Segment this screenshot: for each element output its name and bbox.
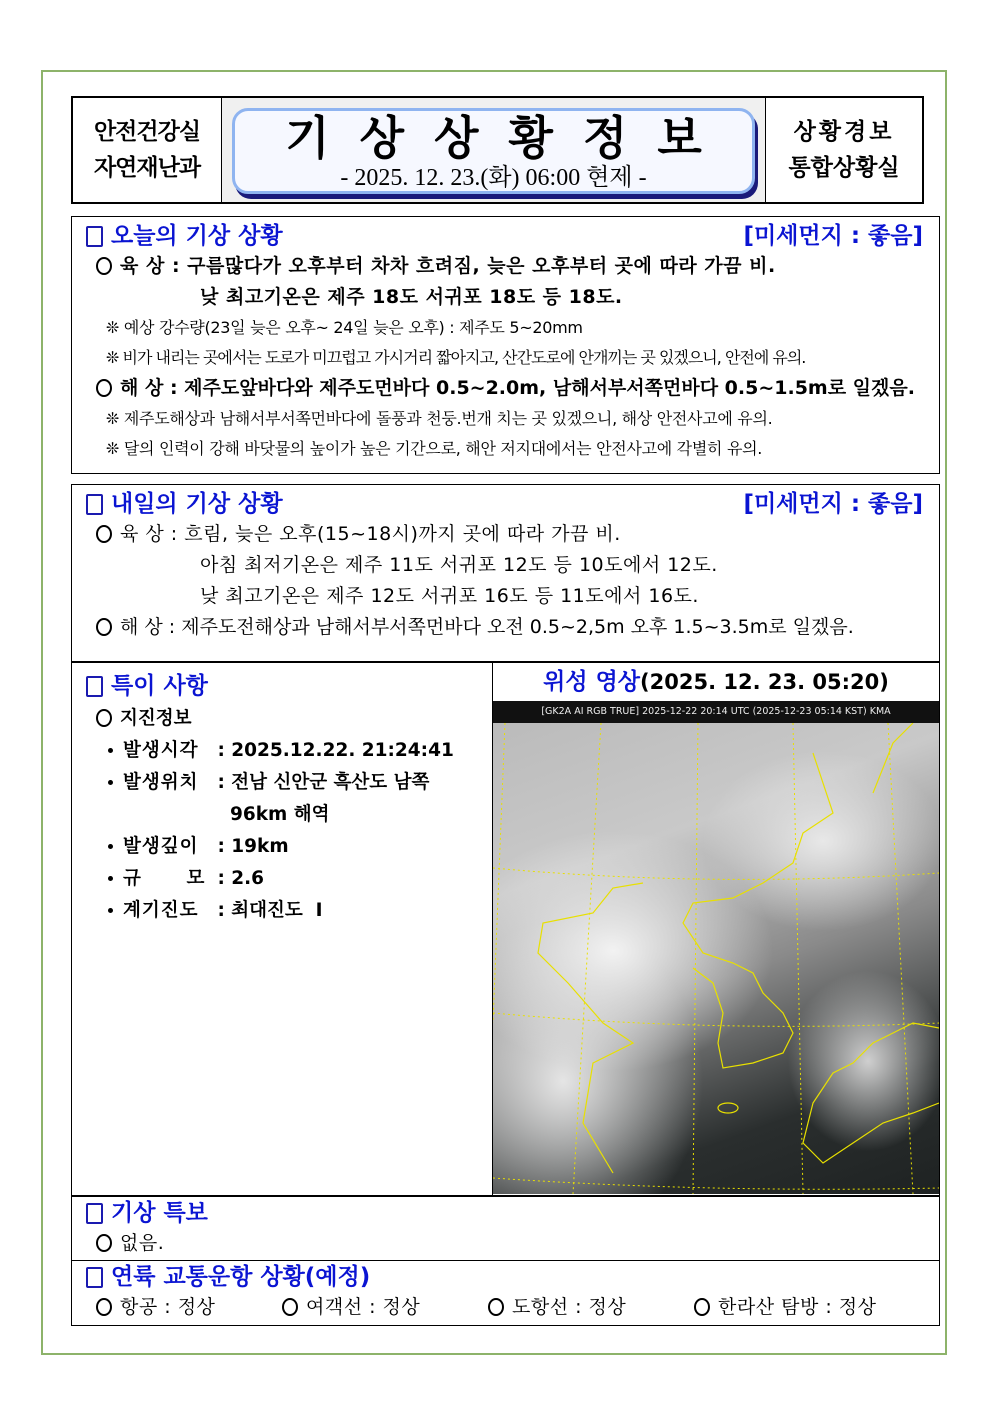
bullet-icon [108,748,113,753]
earthquake-magnitude: 규 모 : 2.6 [72,863,492,895]
department-line-1: 안전건강실 [93,119,201,145]
special-heading [72,671,492,701]
transport-heading [72,1262,939,1292]
earthquake-title: 지진정보 [120,708,192,729]
earthquake-heading [72,703,492,735]
item-label: 규 모 [123,868,206,889]
special-notes [72,663,493,1195]
fine-dust-status: [미세먼지 : 좋음] [743,491,923,517]
transport-item [258,1292,464,1323]
today-note: ❊ 제주도해상과 남해서부서쪽먼바다에 돌풍과 천둥.번개 치는 곳 있겠으니, 해상 안전사고에 유의. [106,409,773,428]
checkbox-icon [86,494,103,515]
today-title: 오늘의 기상 상황 [111,223,283,249]
satellite-image [493,701,939,1194]
transport-status-row [72,1292,939,1323]
office-line-1: 상황경보 [793,119,895,145]
warning-heading [72,1198,939,1228]
earthquake-depth: 발생깊이 : 19km [72,831,492,863]
today-land-text: 구름많다가 오후부터 차차 흐려짐, 늦은 오후부터 곳에 따라 가끔 비. [187,255,776,277]
tomorrow-title: 내일의 기상 상황 [111,491,283,517]
item-value: 2025.12.22. 21:24:41 [231,740,454,761]
hallasan-status: 한라산 탐방 : 정상 [718,1296,877,1318]
circle-bullet-icon [96,709,112,727]
item-label: 발생깊이 [123,836,199,857]
warning-section [71,1196,940,1261]
today-note: ❊ 비가 내리는 곳에서는 도로가 미끄럽고 가시거리 짧아지고, 산간도로에 안개끼는 곳 있겠으니, 안전에 유의. [106,348,806,367]
department-label [73,98,222,202]
land-label: 육 상 : [120,255,181,277]
checkbox-icon [86,1267,103,1288]
bullet-icon [108,908,113,913]
today-land-line [72,251,939,282]
circle-bullet-icon [96,379,112,397]
checkbox-icon [86,1203,103,1224]
ferry-status: 여객선 : 정상 [306,1296,421,1318]
today-sea-line [72,373,939,404]
earthquake-time: 발생시각 : 2025.12.22. 21:24:41 [72,735,492,767]
transport-title: 연륙 교통운항 상황(예정) [111,1264,371,1290]
circle-bullet-icon [96,1234,112,1252]
satellite-panel [493,663,939,1195]
transport-item [464,1292,670,1323]
today-sea-text: 제주도앞바다와 제주도먼바다 0.5~2.0m, 남해서부서쪽먼바다 0.5~1.5m로 일겠음. [184,377,915,399]
document-header [71,96,924,204]
warning-line [72,1228,939,1259]
earthquake-location: 발생위치 : 전남 신안군 흑산도 남쪽 [72,767,492,799]
item-value: 최대진도 Ⅰ [231,900,323,921]
item-label: 계기진도 [123,900,199,921]
sea-label: 해 상 : [120,616,176,638]
item-value: 19km [231,836,289,857]
circle-bullet-icon [282,1298,298,1316]
tomorrow-max-temp: 낮 최고기온은 제주 12도 서귀포 16도 등 11도에서 16도. [200,585,699,607]
title-box [232,108,755,194]
today-section [71,216,940,474]
tomorrow-heading [72,489,939,519]
today-note: ❊ 예상 강수량(23일 늦은 오후~ 24일 늦은 오후) : 제주도 5~20mm [106,318,583,337]
circle-bullet-icon [694,1298,710,1316]
today-note: ❊ 달의 인력이 강해 바닷물의 높이가 높은 기간으로, 해안 저지대에서는 안전사고에 각별히 유의. [106,439,763,458]
satellite-time: (2025. 12. 23. 05:20) [640,670,889,694]
satellite-heading [493,663,939,701]
item-label: 발생위치 [123,772,199,793]
tomorrow-section [71,484,940,662]
bullet-icon [108,876,113,881]
circle-bullet-icon [96,1298,112,1316]
circle-bullet-icon [96,257,112,275]
department-line-2: 자연재난과 [93,155,201,181]
checkbox-icon [86,676,103,697]
tomorrow-land-text: 흐림, 늦은 오후(15~18시)까지 곳에 따라 가끔 비. [184,523,621,545]
fine-dust-status: [미세먼지 : 좋음] [743,223,923,249]
office-label [765,98,922,202]
title-area [222,98,765,202]
island-boat-status: 도항선 : 정상 [512,1296,627,1318]
special-title: 특이 사항 [111,673,208,699]
tomorrow-land-line [72,519,939,550]
tomorrow-sea-text: 제주도전해상과 남해서부서쪽먼바다 오전 0.5~2,5m 오후 1.5~3.5m로 일겠음. [181,616,854,638]
earthquake-location-cont: 96km 해역 [230,804,330,825]
checkbox-icon [86,226,103,247]
transport-item [670,1292,877,1323]
warning-value: 없음. [120,1232,165,1254]
today-heading [72,221,939,251]
flight-status: 항공 : 정상 [120,1296,216,1318]
today-land-temp: 낮 최고기온은 제주 18도 서귀포 18도 등 18도. [200,286,623,308]
land-label: 육 상 : [120,523,178,545]
warning-title: 기상 특보 [111,1200,208,1226]
transport-section [71,1260,940,1326]
special-section [71,662,940,1196]
earthquake-intensity: 계기진도 : 최대진도 Ⅰ [72,895,492,927]
satellite-caption: [GK2A AI RGB TRUE] 2025-12-22 20:14 UTC (2025-12-23 05:14 KST) KMA [493,701,939,723]
item-value: 전남 신안군 흑산도 남쪽 [231,772,430,793]
map-overlay [493,723,939,1194]
office-line-2: 통합상황실 [788,155,900,181]
satellite-title: 위성 영상 [543,669,641,695]
circle-bullet-icon [96,525,112,543]
circle-bullet-icon [488,1298,504,1316]
bullet-icon [108,844,113,849]
tomorrow-min-temp: 아침 최저기온은 제주 11도 서귀포 12도 등 10도에서 12도. [200,554,718,576]
bullet-icon [108,780,113,785]
transport-item [72,1292,258,1323]
item-label: 발생시각 [123,740,199,761]
circle-bullet-icon [96,618,112,636]
tomorrow-sea-line [72,612,939,643]
item-value: 2.6 [231,868,265,889]
document-date: - 2025. 12. 23.(화) 06:00 현제 - [340,165,647,191]
sea-label: 해 상 : [120,377,178,399]
document-title: 기상상황정보 [285,111,732,165]
